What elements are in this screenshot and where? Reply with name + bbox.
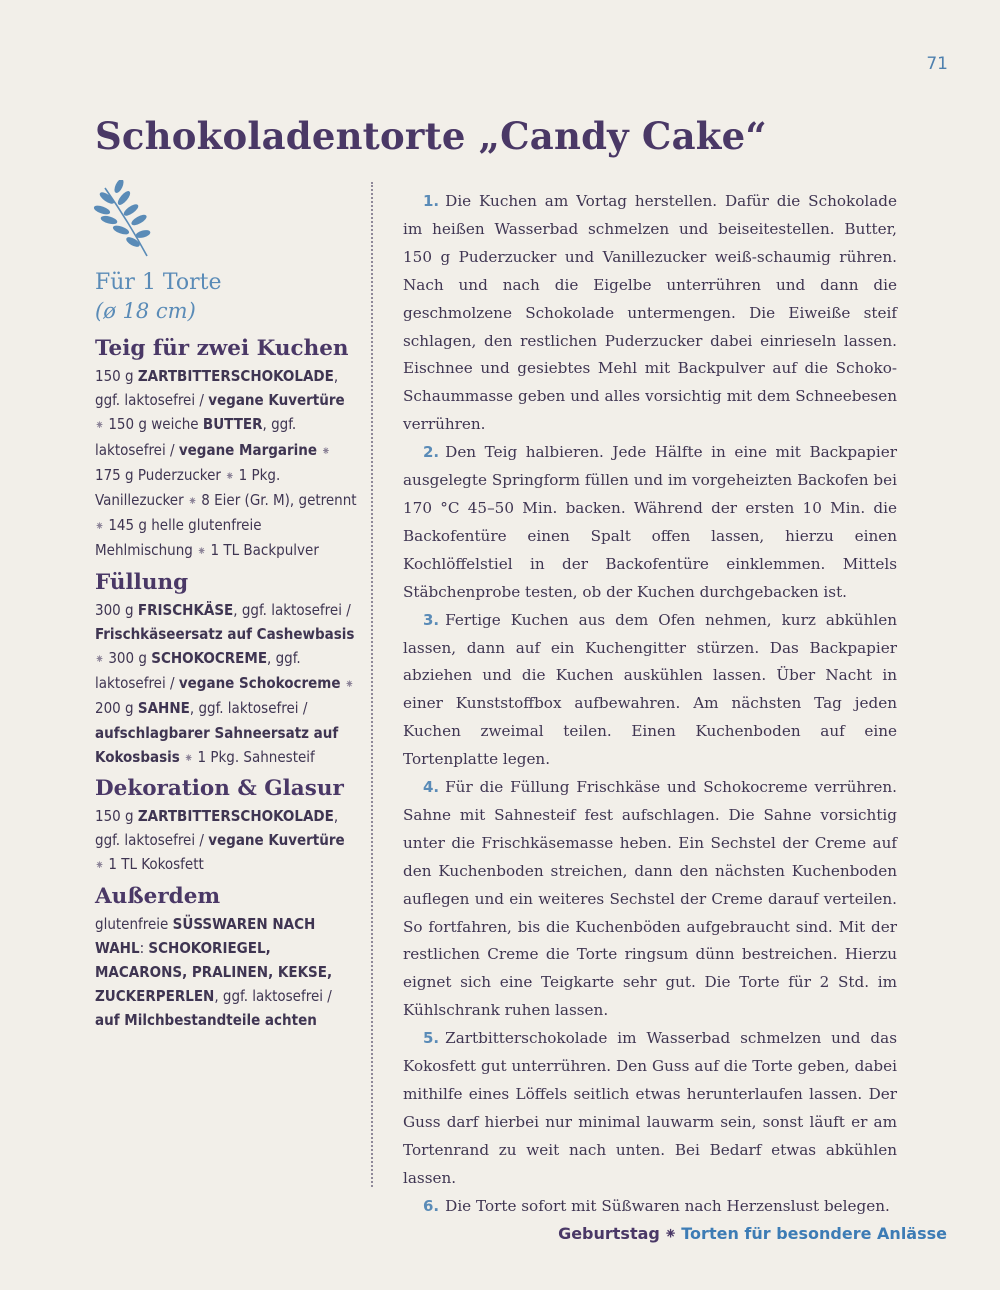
recipe-title: Schokoladentorte „Candy Cake“ [95,114,767,158]
instruction-step [403,1193,897,1221]
column-divider [371,182,373,1187]
separator-icon: ⁕ [225,468,235,483]
ingredient-text: 145 g helle glutenfreie Mehlmischung [95,516,262,560]
step-number: 4. [423,778,440,797]
step-text: Die Torte sofort mit Süßwaren nach Herzenslust belegen. [445,1196,890,1215]
ingredient-text: vegane Margarine [178,440,318,459]
ingredient-text: 150 g [95,807,138,826]
ingredient-text: ZARTBITTERSCHOKOLADE [137,367,334,385]
separator-icon: ⁕ [321,443,331,458]
ingredient-text: SCHOKORIEGEL, MACARONS, PRALINEN, KEKSE, ZUCKERPERLEN [95,938,333,1006]
step-number: 5. [423,1029,440,1048]
ingredient-text: 200 g [95,699,138,718]
ingredient-text: 175 g Puderzucker [95,465,221,484]
ingredient-text: 150 g [95,367,138,385]
step-text: Den Teig halbieren. Jede Hälfte in eine mit Backpapier ausgelegte Springform füllen und im vorgeheizten Backofen bei 170 °C 45–50 Min. backen. Während der ersten 10 Min. die Backofentüre einen Spalt offen lassen, hierzu einen Kochlöffelstiel in der Backofentüre einklemmen. Mittels Stäbchenprobe testen, ob der Kuchen durchgebacken ist. [403,443,897,601]
ingredient-text: 1 TL Backpulver [210,541,319,560]
instruction-step [403,188,897,439]
section-title: Dekoration & Glasur [95,776,344,802]
step-number: 6. [423,1196,440,1215]
ingredient-text: auf Milchbestandteile achten [95,1011,317,1030]
step-text: Für die Füllung Frischkäse und Schokocreme verrühren. Sahne mit Sahnesteif fest aufschlagen. Die Sahne vorsichtig unter die Frischkäsemasse heben. Ein Sechstel der Creme auf den Kuchenboden streichen, dann den nächsten Kuchenboden auflegen und ein weiteres Sechstel der Creme darauf verteilen. So fortfahren, bis die Kuchenböden aufgebraucht sind. Mit der restlichen Creme die Torte ringsum dünn bestreichen. Hierzu eignet sich eine Teigkarte sehr gut. Die Torte für 2 Std. im Kühlschrank ruhen lassen. [403,778,897,1020]
leaf-sprig-icon [93,180,153,260]
instruction-step [403,774,897,1025]
separator-icon: ⁕ [95,519,105,534]
instruction-step [403,1025,897,1192]
section-ingredients [95,912,357,1033]
ingredient-text: FRISCHKÄSE [137,600,234,619]
ingredient-text: Frischkäseersatz auf Cashewbasis [95,624,355,643]
ingredient-text: , ggf. laktosefrei / [95,367,339,410]
yield-size: (ø 18 cm) [95,299,196,323]
section-ingredients [95,598,357,770]
ingredient-text: 1 Pkg. Sahnesteif [197,747,315,766]
ingredient-text: SÜSSWAREN NACH WAHL [95,914,316,957]
ingredient-text: 300 g [108,649,152,668]
ingredient-text: SAHNE [137,699,190,718]
ingredient-text: : [139,938,149,957]
step-text: Zartbitterschokolade im Wasserbad schmelzen und das Kokosfett gut unterrühren. Den Guss auf die Torte geben, dabei mithilfe eines Löffels seitlich etwas herunterlaufen lassen. Der Guss darf hierbei nur minimal lauwarm sein, sonst läuft er am Tortenrand zu weit nach unten. Bei Bedarf etwas abkühlen lassen. [403,1029,897,1187]
ingredient-text: , ggf. laktosefrei / [95,649,301,693]
separator-icon: ⁕ [95,418,105,433]
separator-icon: ⁕ [187,494,197,509]
ingredient-sections [95,334,357,1033]
ingredient-text: vegane Kuvertüre [208,831,345,850]
section-title: Füllung [95,569,189,595]
separator-icon: ⁕ [95,652,105,667]
section-title: Teig für zwei Kuchen [95,336,349,361]
ingredient-text: 150 g weiche [108,415,203,434]
ingredient-text: BUTTER [202,415,263,434]
footer-chapter: Geburtstag [558,1224,660,1243]
separator-icon: ⁕ [95,858,105,873]
ingredient-text: , ggf. laktosefrei / [95,807,339,850]
page-number: 71 [926,54,948,74]
ingredient-text: 300 g [95,600,138,619]
step-number: 1. [423,192,440,210]
separator-icon: ⁕ [184,750,194,765]
ingredient-text: SCHOKOCREME [151,649,268,668]
ingredient-text: vegane Kuvertüre [208,391,345,410]
step-number: 3. [423,610,440,629]
ingredient-text: , ggf. laktosefrei / [233,600,351,619]
ingredient-text: 1 Pkg. Vanillezucker [95,465,281,510]
separator-icon: ⁕ [197,544,207,559]
section-title: Außerdem [95,883,221,909]
page-footer [558,1224,947,1243]
ingredient-text: 1 TL Kokosfett [108,855,204,874]
section-ingredients [95,364,357,564]
step-number: 2. [423,443,440,462]
separator-icon: ⁕ [344,677,354,692]
ingredient-text: glutenfreie [95,914,173,933]
ingredient-text: aufschlagbarer Sahneersatz auf Kokosbasis [95,723,339,766]
ingredient-text: vegane Schokocreme [178,674,341,693]
ingredient-text: , ggf. laktosefrei / [189,699,308,718]
ingredient-text: , ggf. laktosefrei / [214,987,332,1006]
ingredient-text: ZARTBITTERSCHOKOLADE [137,807,334,826]
step-text: Die Kuchen am Vortag herstellen. Dafür die Schokolade im heißen Wasserbad schmelzen und beiseitestellen. Butter, 150 g Puderzucker und Vanillezucker weiß-schaumig rühren. Nach und nach die Eigelbe unterrühren und dann die geschmolzene Schokolade untermengen. Die Eiweiße steif schlagen, den restlichen Puderzucker dabei einrieseln lassen. Eischnee und gesiebtes Mehl mit Backpulver auf die Schoko-Schaummasse geben und alles vorsichtig mit dem Schneebesen verrühren. [403,192,897,434]
instruction-step [403,439,897,606]
instruction-step [403,607,897,774]
instructions-column [403,188,897,1221]
section-ingredients [95,804,357,878]
footer-section: Torten für besondere Anlässe [681,1224,947,1243]
yield-title: Für 1 Torte [95,270,222,295]
step-text: Fertige Kuchen aus dem Ofen nehmen, kurz abkühlen lassen, dann auf ein Kuchengitter stürzen. Das Backpapier abziehen und die Kuchen auskühlen lassen. Über Nacht in einer Kunststoffbox aufbewahren. Am nächsten Tag jeden Kuchen zweimal teilen. Einen Kuchenboden auf eine Tortenplatte legen. [403,610,897,769]
ingredient-text: 8 Eier (Gr. M), getrennt [201,491,357,510]
ingredients-column [95,268,357,1037]
ingredient-text: , ggf. laktosefrei / [95,415,297,459]
footer-separator: ⁕ [663,1224,678,1243]
